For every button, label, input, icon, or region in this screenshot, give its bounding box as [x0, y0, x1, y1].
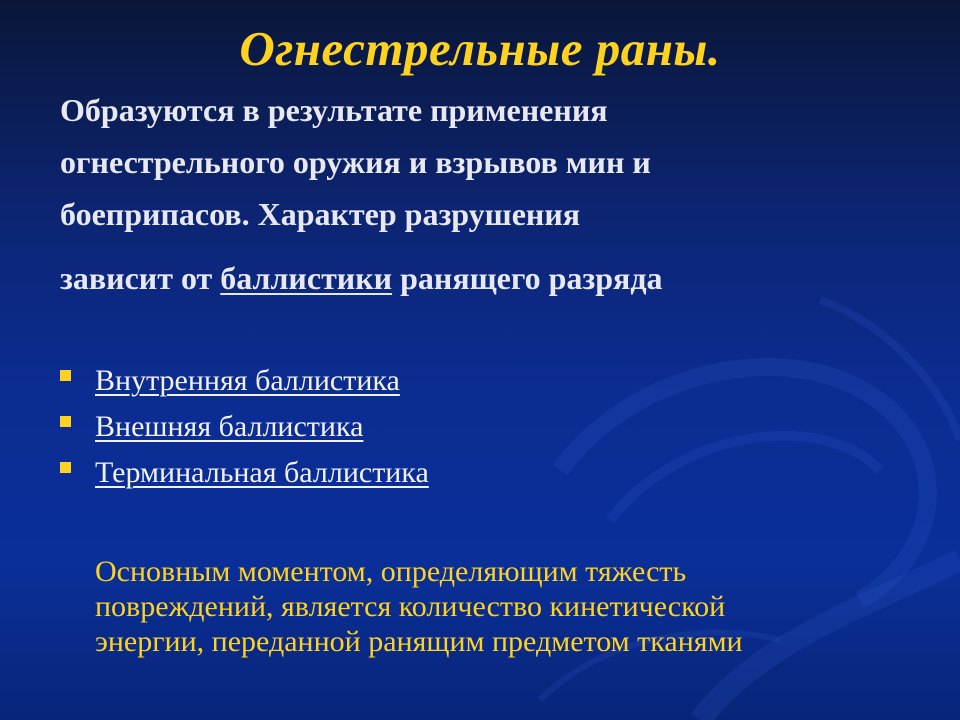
square-bullet-icon [60, 462, 71, 473]
external-ballistics-link[interactable]: Внешняя баллистика [95, 410, 364, 443]
intro-paragraph [60, 84, 920, 240]
summary-paragraph: Основным моментом, определяющим тяжесть повреждений, является количество кинетической энергии, переданной ранящим предметом тканями [95, 555, 743, 658]
slide-title: Огнестрельные раны. [239, 21, 721, 76]
internal-ballistics-link[interactable]: Внутренняя баллистика [95, 364, 400, 397]
list-item [60, 404, 429, 450]
ballistics-bullet-list [60, 358, 429, 496]
list-item [60, 358, 429, 404]
dependency-text-after: ранящего разряда [392, 260, 663, 296]
square-bullet-icon [60, 370, 71, 381]
terminal-ballistics-link[interactable]: Терминальная баллистика [95, 456, 429, 489]
square-bullet-icon [60, 416, 71, 427]
ballistics-link[interactable]: баллистики [220, 260, 393, 296]
intro-line-1: Образуются в результате применения [60, 92, 608, 128]
intro-line-2: огнестрельного оружия и взрывов мин и [60, 144, 651, 180]
list-item [60, 450, 429, 496]
dependency-text-before: зависит от [60, 260, 221, 296]
dependency-line [60, 252, 920, 304]
intro-line-3: боеприпасов. Характер разрушения [60, 196, 581, 232]
